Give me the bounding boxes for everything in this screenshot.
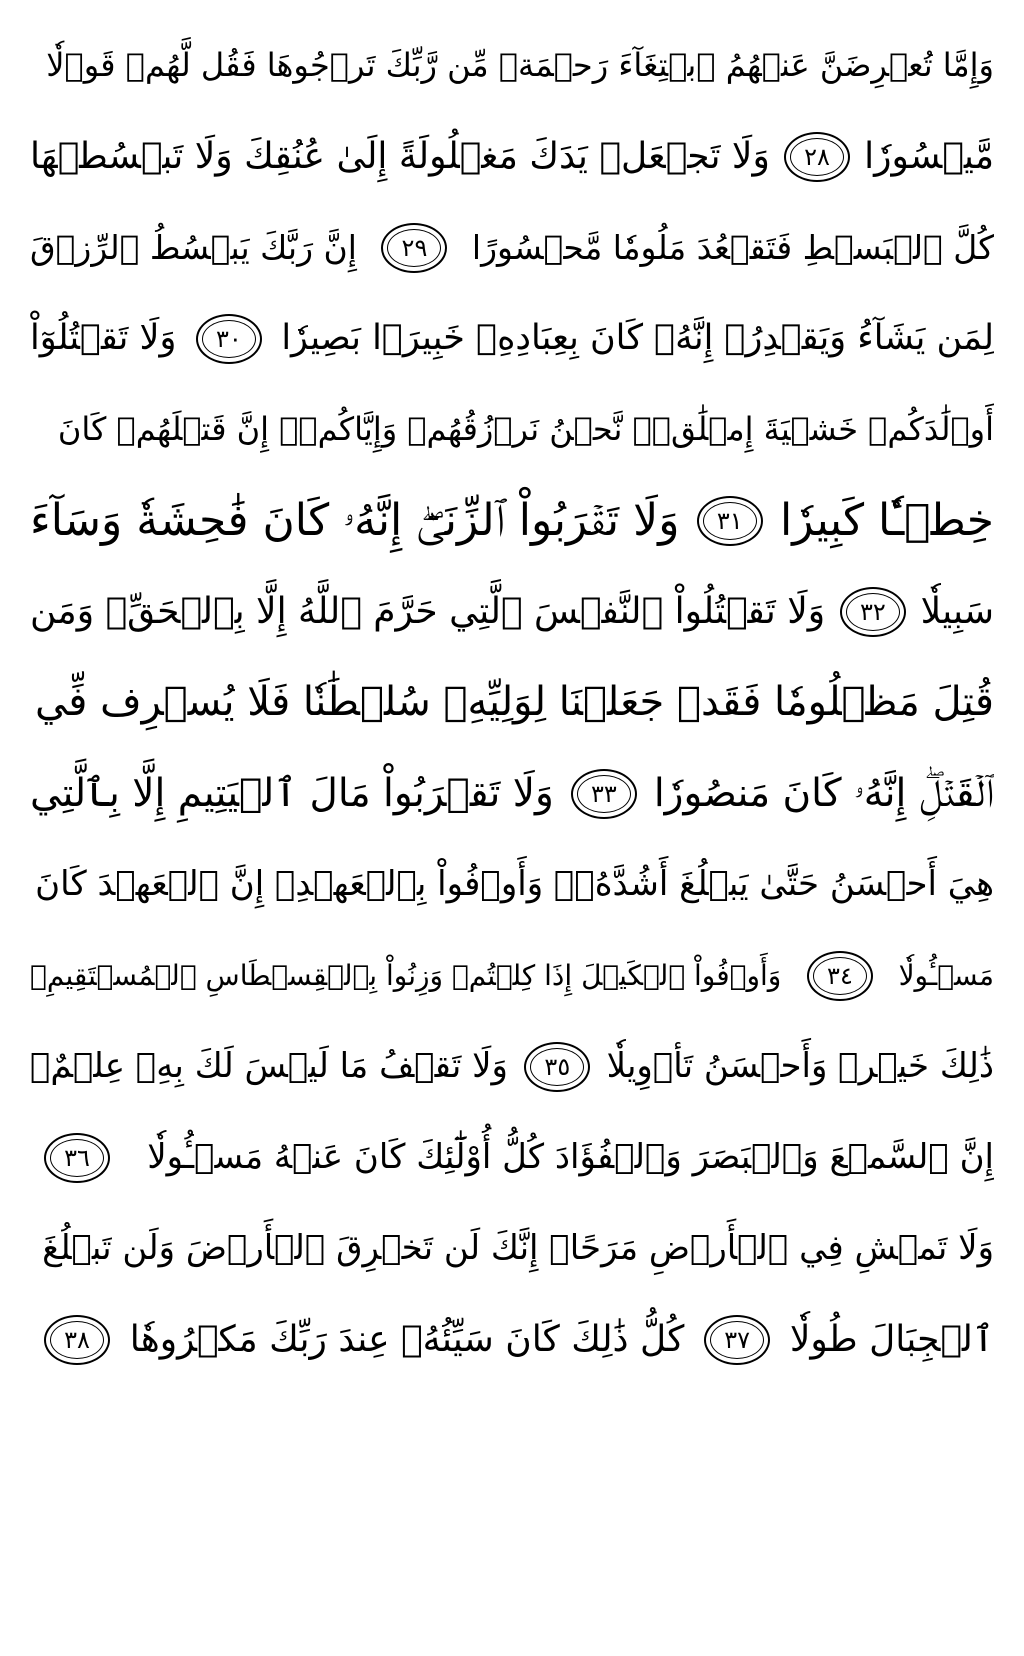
- verse-text: ذَٰلِكَ خَيۡرٞ وَأَحۡسَنُ تَأۡوِيلٗا: [606, 1046, 994, 1086]
- verse-text: إِنَّ ٱلسَّمۡعَ وَٱلۡبَصَرَ وَٱلۡفُؤَادَ كُلُّ أُوْلَٰٓئِكَ كَانَ عَنۡهُ مَسۡـُٔولٗا: [147, 1137, 994, 1177]
- verse-text: لِمَن يَشَآءُ وَيَقۡدِرُۚ إِنَّهُۥ كَانَ بِعِبَادِهِۦ خَبِيرَۢا بَصِيرٗا: [281, 318, 994, 358]
- verse-text: وَأَوۡفُواْ ٱلۡكَيۡلَ إِذَا كِلۡتُمۡ وَزِنُواْ بِٱلۡقِسۡطَاسِ ٱلۡمُسۡتَقِيمِۚ: [30, 959, 782, 992]
- text-line-8: [30, 657, 994, 748]
- text-line-6: [30, 475, 994, 566]
- verse-number: ٣١: [716, 506, 743, 535]
- text-line-11: [30, 930, 994, 1021]
- verse-text: وَلَا تَمۡشِ فِي ٱلۡأَرۡضِ مَرَحًاۖ إِنَّكَ لَن تَخۡرِقَ ٱلۡأَرۡضَ وَلَن تَبۡلُغَ: [42, 1228, 994, 1268]
- verse-number: ٣٤: [827, 961, 853, 990]
- text-line-10: [30, 839, 994, 930]
- verse-number: ٣٥: [544, 1052, 571, 1081]
- text-line-2: [30, 111, 994, 202]
- verse-text: وَلَا تَقۡتُلُوٓاْ: [30, 318, 177, 358]
- verse-text: وَلَا تَقۡرَبُواْ ٱلزِّنَىٰٓۖ إِنَّهُۥ كَانَ فَٰحِشَةٗ وَسَآءَ: [30, 495, 680, 546]
- verse-text: ٱلۡجِبَالَ طُولٗا: [789, 1319, 994, 1360]
- verse-text: مَّيۡسُورٗا: [864, 136, 994, 177]
- text-line-4: [30, 293, 994, 384]
- verse-number-marker: [840, 587, 906, 637]
- verse-number-marker: [44, 1315, 110, 1365]
- verse-number: ٣٠: [215, 324, 242, 353]
- verse-text: ٱلۡقَتۡلِۖ إِنَّهُۥ كَانَ مَنصُورٗا: [653, 771, 994, 816]
- verse-number-marker: [571, 769, 637, 819]
- text-line-12: [30, 1021, 994, 1112]
- text-line-14: [30, 1203, 994, 1294]
- verse-text: وَلَا تَقۡرَبُواْ مَالَ ٱلۡيَتِيمِ إِلَّا بِٱلَّتِي: [30, 771, 554, 816]
- verse-text: أَوۡلَٰدَكُمۡ خَشۡيَةَ إِمۡلَٰقٖۖ نَّحۡنُ نَرۡزُقُهُمۡ وَإِيَّاكُمۡۚ إِنَّ قَتۡلَهُمۡ كَانَ: [57, 410, 994, 448]
- verse-number-marker: [524, 1042, 590, 1092]
- verse-number-marker: [697, 496, 763, 546]
- text-line-1: [30, 20, 994, 111]
- verse-number: ٣٢: [860, 597, 886, 626]
- verse-text: وَلَا تَجۡعَلۡ يَدَكَ مَغۡلُولَةً إِلَىٰ عُنُقِكَ وَلَا تَبۡسُطۡهَا: [30, 136, 770, 177]
- verse-text: قُتِلَ مَظۡلُومٗا فَقَدۡ جَعَلۡنَا لِوَلِيِّهِۦ سُلۡطَٰنٗا فَلَا يُسۡرِف فِّي: [34, 679, 994, 725]
- text-line-9: [30, 748, 994, 839]
- verse-number-marker: [44, 1133, 110, 1183]
- text-line-3: [30, 202, 994, 293]
- verse-text: سَبِيلٗا: [920, 591, 994, 632]
- verse-number-marker: [381, 223, 447, 273]
- verse-number-marker: [784, 132, 850, 182]
- verse-number: ٢٩: [401, 233, 428, 262]
- text-line-15: [30, 1294, 994, 1385]
- verse-text: كُلُّ ذَٰلِكَ كَانَ سَيِّئُهُۥ عِندَ رَبِّكَ مَكۡرُوهٗا: [129, 1319, 685, 1360]
- verse-text: وَإِمَّا تُعۡرِضَنَّ عَنۡهُمُ ٱبۡتِغَآءَ رَحۡمَةٖ مِّن رَّبِّكَ تَرۡجُوهَا فَقُل لَّهُمۡ قَوۡلٗا: [46, 46, 994, 84]
- verse-number-marker: [704, 1315, 770, 1365]
- verse-number: ٣٦: [64, 1143, 90, 1172]
- verse-text: خِطۡـٔٗا كَبِيرٗا: [780, 495, 994, 546]
- verse-number: ٢٨: [804, 142, 830, 171]
- verse-number: ٣٨: [64, 1325, 90, 1354]
- verse-text: هِيَ أَحۡسَنُ حَتَّىٰ يَبۡلُغَ أَشُدَّهُۥۚ وَأَوۡفُواْ بِٱلۡعَهۡدِۖ إِنَّ ٱلۡعَهۡدَ كَانَ: [35, 864, 994, 904]
- text-line-7: [30, 566, 994, 657]
- text-line-5: [30, 384, 994, 475]
- verse-text: وَلَا تَقۡفُ مَا لَيۡسَ لَكَ بِهِۦ عِلۡمٌۚ: [30, 1046, 508, 1086]
- verse-text: إِنَّ رَبَّكَ يَبۡسُطُ ٱلرِّزۡقَ: [30, 228, 357, 267]
- verse-number-marker: [196, 314, 262, 364]
- verse-text: كُلَّ ٱلۡبَسۡطِ فَتَقۡعُدَ مَلُومٗا مَّحۡسُورًا: [471, 228, 994, 267]
- verse-number-marker: [807, 951, 873, 1001]
- verse-number: ٣٧: [724, 1325, 751, 1354]
- verse-text: مَسۡـُٔولٗا: [898, 959, 994, 992]
- verse-number: ٣٣: [590, 779, 617, 808]
- text-line-13: [30, 1112, 994, 1203]
- verse-text: وَلَا تَقۡتُلُواْ ٱلنَّفۡسَ ٱلَّتِي حَرَّمَ ٱللَّهُ إِلَّا بِٱلۡحَقِّۗ وَمَن: [30, 591, 826, 632]
